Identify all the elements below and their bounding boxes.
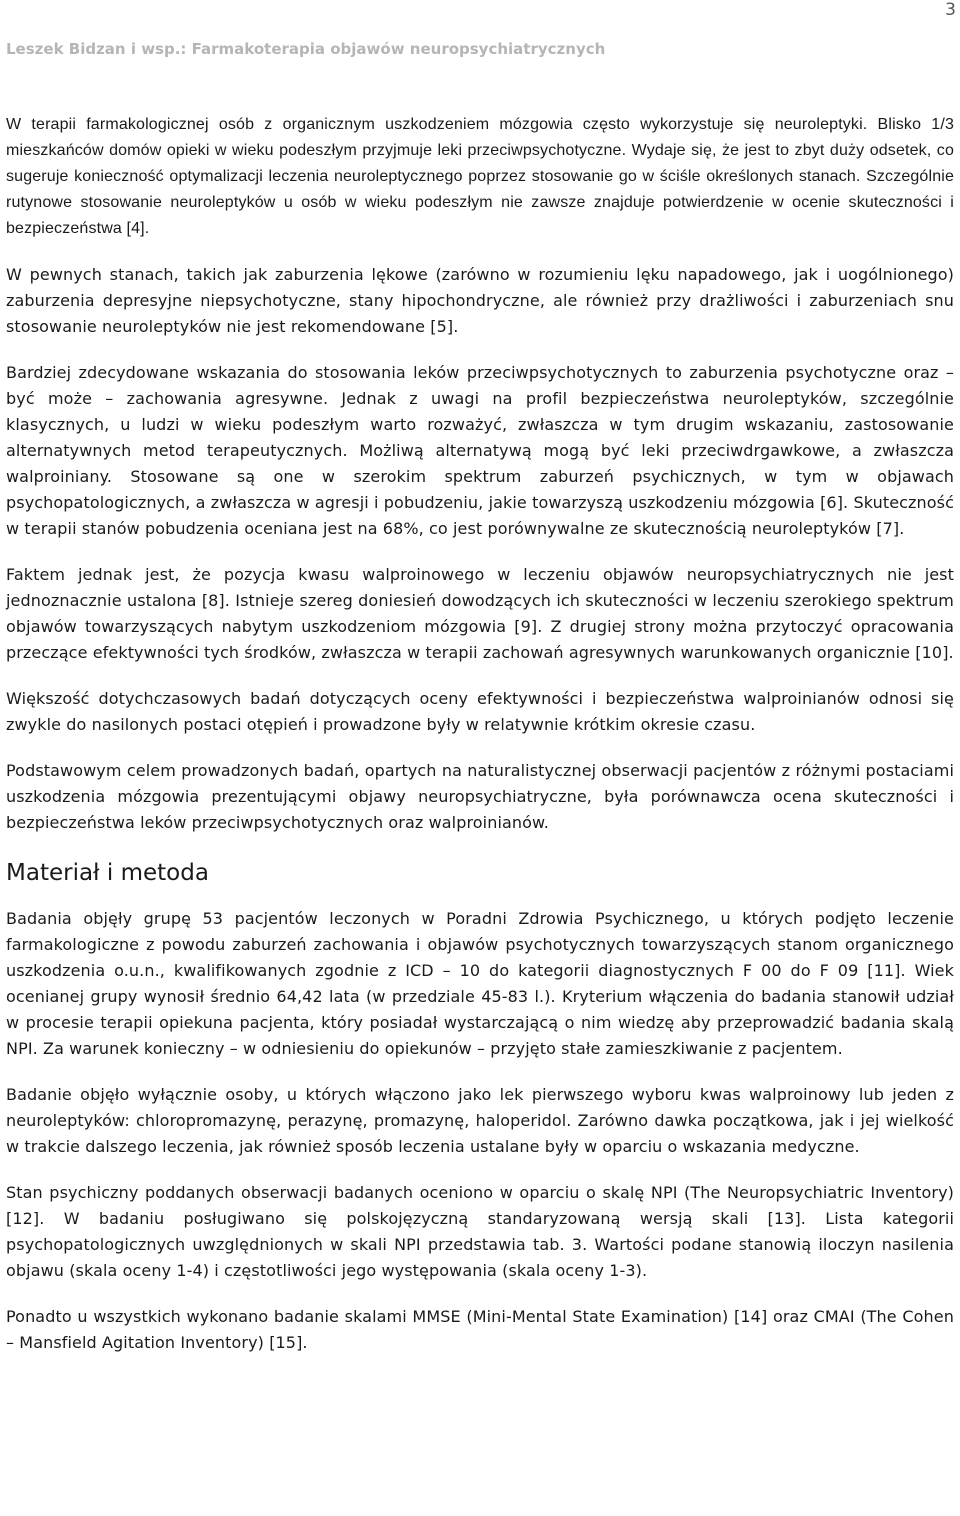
- paragraph-study-aim: Podstawowym celem prowadzonych badań, opartych na naturalistycznej obserwacji pacjentów z różnymi postaciami uszkodzenia mózgowia prezentującymi objawy neuropsychiatryczne, była porównawcza ocena skuteczności i bezpieczeństwa leków przeciwpsychotycznych oraz walproinianów.: [6, 761, 954, 832]
- paragraph-indications: Bardziej zdecydowane wskazania do stosowania leków przeciwpsychotycznych to zaburzenia psychotyczne oraz – być może – zachowania agresywne. Jednak z uwagi na profil bezpieczeństwa neuroleptyków, szczególnie klasycznych, u ludzi w wieku podeszłym warto rozważyć, zwłaszcza w tym drugim wskazaniu, zastosowanie alternatywnych metod terapeutycznych. Możliwą alternatywą mogą być leki przeciwdrgawkowe, a zwłaszcza walproiniany. Stosowane są one w szerokim spektrum zaburzeń psychicznych, w tym w objawach psychopatologicznych, a zwłaszcza w agresji i pobudzeniu, jakie towarzyszą uszkodzeniu mózgowia [6]. Skuteczność w terapii stanów pobudzenia oceniana jest na 68%, co jest porównywalne ze skutecznością neuroleptyków [7].: [6, 363, 954, 538]
- paragraph-valproate-position: Faktem jednak jest, że pozycja kwasu walproinowego w leczeniu objawów neuropsychiatrycznych nie jest jednoznacznie ustalona [8]. Istnieje szereg doniesień dowodzących ich skuteczności w leczeniu szerokiego spektrum objawów towarzyszących nabytym uszkodzeniom mózgowia [9]. Z drugiej strony można przytoczyć opracowania przeczące efektywności tych środków, zwłaszcza w terapii zachowań agresywnych warunkowanych organicznie [10].: [6, 565, 954, 662]
- paragraph-study-group: Badania objęły grupę 53 pacjentów leczonych w Poradni Zdrowia Psychicznego, u których podjęto leczenie farmakologiczne z powodu zaburzeń zachowania i objawów psychotycznych towarzyszących stanom organicznego uszkodzenia o.u.n., kwalifikowanych zgodnie z ICD – 10 do kategorii diagnostycznych F 00 do F 09 [11]. Wiek ocenianej grupy wynosił średnio 64,42 lata (w przedziale 45-83 l.). Kryterium włączenia do badania stanowił udział w procesie terapii opiekuna pacjenta, który posiadał wystarczającą o nim wiedzę aby przeprowadzić badania skalą NPI. Za warunek konieczny – w odniesieniu do opiekunów – przyjęto stałe zamieszkiwanie z pacjentem.: [6, 909, 954, 1058]
- running-header: Leszek Bidzan i wsp.: Farmakoterapia objawów neuropsychiatrycznych: [6, 40, 606, 58]
- paragraph-npi-scale: Stan psychiczny poddanych obserwacji badanych oceniono w oparciu o skalę NPI (The Neuropsychiatric Inventory) [12]. W badaniu posługiwano się polskojęzyczną standaryzowaną wersją skali [13]. Lista kategorii psychopatologicznych uwzględnionych w skali NPI przedstawia tab. 3. Wartości podane stanowią iloczyn nasilenia objawu (skala oceny 1-4) i częstotliwości jego występowania (skala oceny 1-3).: [6, 1183, 954, 1280]
- paragraph-previous-studies: Większość dotychczasowych badań dotyczących oceny efektywności i bezpieczeństwa walproinianów odnosi się zwykle do nasilonych postaci otępień i prowadzone były w relatywnie krótkim okresie czasu.: [6, 689, 954, 734]
- paragraph-not-recommended: W pewnych stanach, takich jak zaburzenia lękowe (zarówno w rozumieniu lęku napadowego, jak i uogólnionego) zaburzenia depresyjne niepsychotyczne, stany hipochondryczne, ale również przy drażliwości i zaburzeniach snu stosowanie neuroleptyków nie jest rekomendowane [5].: [6, 265, 954, 336]
- paragraph-inclusion: Badanie objęło wyłącznie osoby, u których włączono jako lek pierwszego wyboru kwas walproinowy lub jeden z neuroleptyków: chloropromazynę, perazynę, promazynę, haloperidol. Zarówno dawka początkowa, jak i jej wielkość w trakcie dalszego leczenia, jak również sposób leczenia ustalane były w oparciu o wskazania medyczne.: [6, 1085, 954, 1156]
- paragraph-neuroleptics-usage: W terapii farmakologicznej osób z organicznym uszkodzeniem mózgowia często wykorzystuje się neuroleptyki. Blisko 1/3 mieszkańców domów opieki w wieku podeszłym przyjmuje leki przeciwpsychotyczne. Wydaje się, że jest to zbyt duży odsetek, co sugeruje konieczność optymalizacji leczenia neuroleptycznego poprzez stosowanie go w ściśle określonych stanach. Szczególnie rutynowe stosowanie neuroleptyków u osób w wieku podeszłym nie zawsze znajduje potwierdzenie w ocenie skuteczności i bezpieczeństwa [4].: [6, 116, 954, 237]
- page-number: 3: [945, 0, 956, 20]
- article-body: [6, 112, 954, 1356]
- section-heading-methods: Materiał i metoda: [6, 860, 209, 886]
- paragraph-mmse-cmai: Ponadto u wszystkich wykonano badanie skalami MMSE (Mini-Mental State Examination) [14] oraz CMAI (The Cohen – Mansfield Agitation Inventory) [15].: [6, 1307, 954, 1352]
